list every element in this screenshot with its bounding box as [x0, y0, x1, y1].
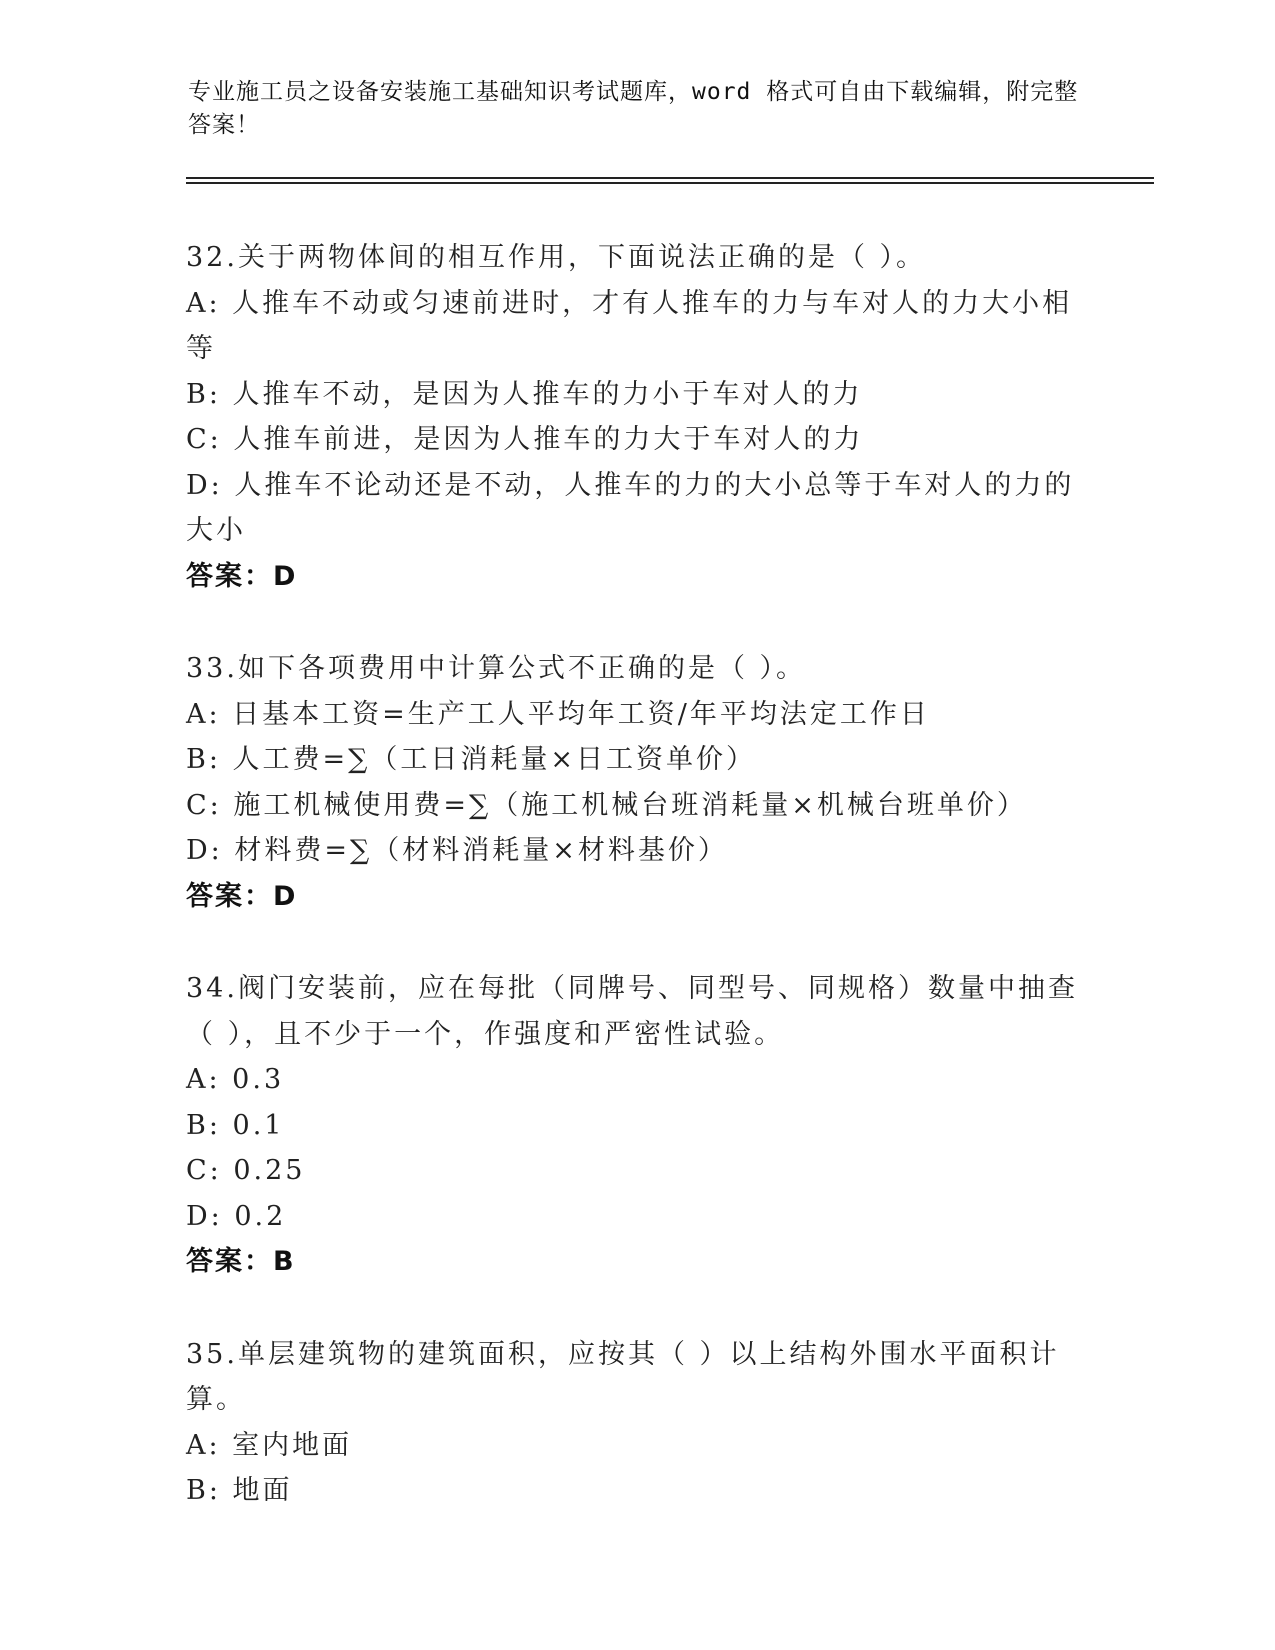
option-b: B: 0.1 [186, 1109, 285, 1141]
option-a: A: 室内地面 [186, 1429, 353, 1461]
question-spacer [186, 919, 1086, 966]
option-b: B: 地面 [186, 1475, 293, 1506]
option-d: D: 人推车不论动还是不动，人推车的力的大小总等于车对人的力的大小 [186, 469, 1075, 546]
answer-label: 答案：D [186, 880, 298, 912]
option-c: C: 0.25 [186, 1155, 306, 1186]
option-a: A: 日基本工资=生产工人平均年工资/年平均法定工作日 [186, 698, 930, 730]
answer-label: 答案：D [186, 560, 298, 592]
question-35 [186, 1332, 1086, 1514]
question-stem: 35.单层建筑物的建筑面积，应按其（ ）以上结构外围水平面积计算。 [186, 1338, 1060, 1415]
option-b: B: 人推车不动，是因为人推车的力小于车对人的力 [186, 378, 863, 410]
question-stem: 32.关于两物体间的相互作用，下面说法正确的是（ ）。 [186, 242, 927, 273]
option-a: A: 人推车不动或匀速前进时，才有人推车的力与车对人的力大小相等 [186, 287, 1073, 364]
document-header: 专业施工员之设备安装施工基础知识考试题库，word 格式可自由下载编辑，附完整答案！ [188, 79, 1079, 138]
question-stem: 34.阀门安装前，应在每批（同牌号、同型号、同规格）数量中抽查（ ），且不少于一个，作强度和严密性试验。 [186, 973, 1078, 1050]
option-d: D: 材料费=∑（材料消耗量×材料基价） [186, 835, 728, 866]
question-stem: 33.如下各项费用中计算公式不正确的是（ ）。 [186, 653, 807, 684]
option-d: D: 0.2 [186, 1200, 287, 1232]
header-rule-bottom [186, 182, 1154, 184]
option-c: C: 人推车前进，是因为人推车的力大于车对人的力 [186, 424, 864, 455]
question-spacer [186, 1285, 1086, 1332]
answer-label: 答案：B [186, 1246, 296, 1277]
question-34 [186, 966, 1086, 1285]
question-list [186, 235, 1086, 1514]
question-spacer [186, 599, 1086, 646]
question-32 [186, 235, 1086, 599]
option-a: A: 0.3 [186, 1064, 285, 1095]
header-rule-top [186, 177, 1154, 179]
question-33 [186, 646, 1086, 919]
option-b: B: 人工费=∑（工日消耗量×日工资单价） [186, 744, 757, 775]
option-c: C: 施工机械使用费=∑（施工机械台班消耗量×机械台班单价） [186, 789, 1027, 821]
